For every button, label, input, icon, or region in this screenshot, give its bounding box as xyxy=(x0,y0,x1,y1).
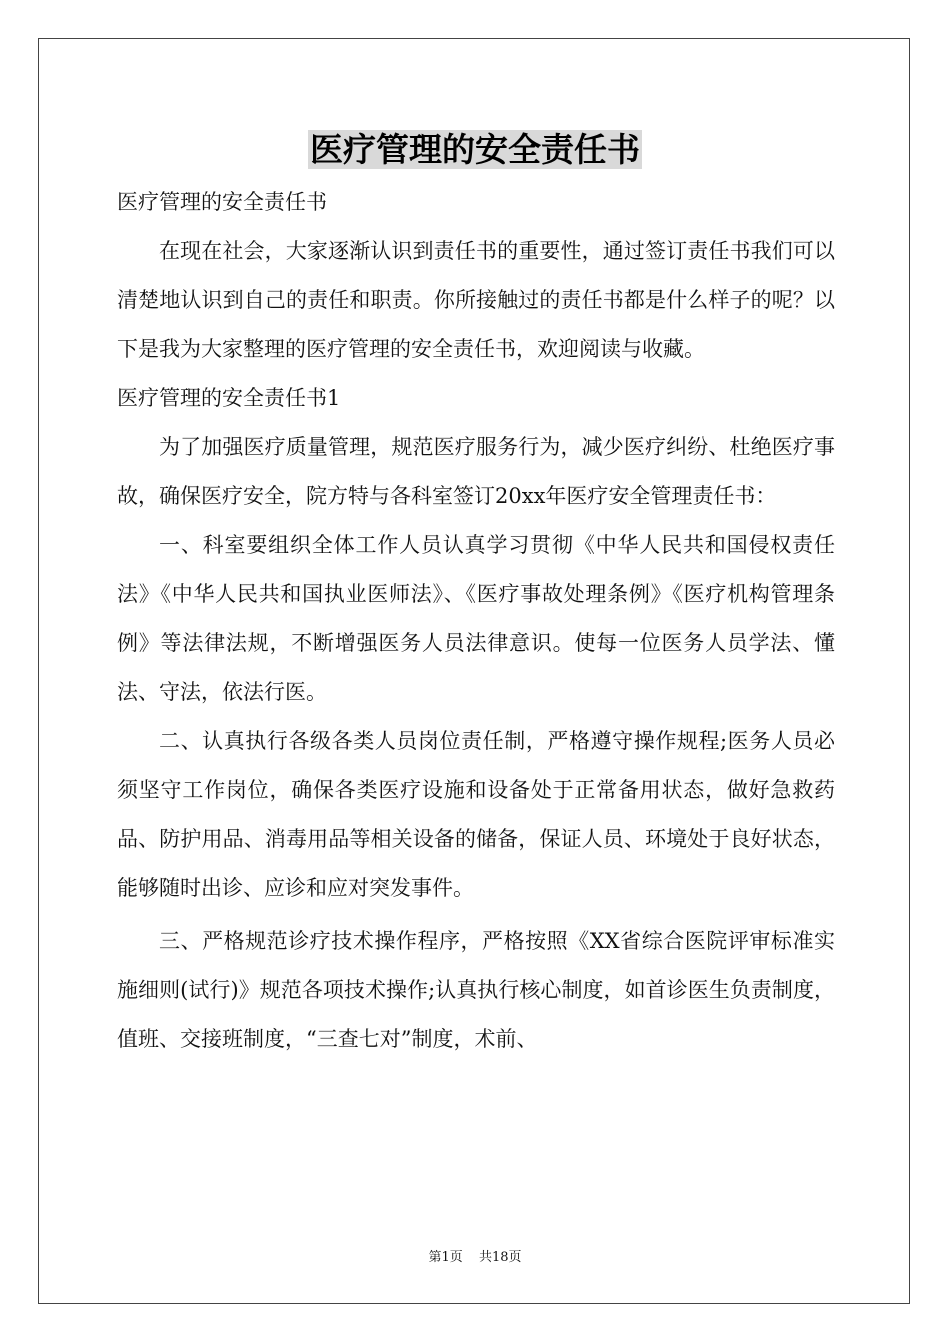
section-heading: 医疗管理的安全责任书1 xyxy=(117,386,341,410)
document-body xyxy=(117,178,835,1064)
document-title-text: 医疗管理的安全责任书 xyxy=(310,130,640,169)
clause-paragraph-1: 一、科室要组织全体工作人员认真学习贯彻《中华人民共和国侵权责任法》《中华人民共和国执业医师法》、《医疗事故处理条例》《医疗机构管理条例》等法律法规，不断增强医务人员法律意识。使每一位医务人员学法、懂法、守法，依法行医。 xyxy=(117,533,835,704)
clause-paragraph-2: 二、认真执行各级各类人员岗位责任制，严格遵守操作规程;医务人员必须坚守工作岗位，确保各类医疗设施和设备处于正常备用状态，做好急救药品、防护用品、消毒用品等相关设备的储备，保证人员、环境处于良好状态，能够随时出诊、应诊和应对突发事件。 xyxy=(117,729,835,900)
clause-paragraph-3: 三、严格规范诊疗技术操作程序，严格按照《XX省综合医院评审标准实施细则(试行)》规范各项技术操作;认真执行核心制度，如首诊医生负责制度，值班、交接班制度，“三查七对”制度，术前、 xyxy=(117,929,835,1051)
intro-paragraph: 在现在社会，大家逐渐认识到责任书的重要性，通过签订责任书我们可以清楚地认识到自己的责任和职责。你所接触过的责任书都是什么样子的呢？以下是我为大家整理的医疗管理的安全责任书，欢迎阅读与收藏。 xyxy=(117,239,835,361)
body-paragraph: 为了加强医疗质量管理，规范医疗服务行为，减少医疗纠纷、杜绝医疗事故，确保医疗安全，院方特与各科室签订20xx年医疗安全管理责任书： xyxy=(117,435,835,508)
document-title xyxy=(0,124,950,176)
page-total: 共18页 xyxy=(478,1250,522,1265)
subtitle-paragraph: 医疗管理的安全责任书 xyxy=(117,190,327,214)
page-number: 第1页 xyxy=(428,1250,463,1265)
page-footer xyxy=(0,1246,950,1265)
